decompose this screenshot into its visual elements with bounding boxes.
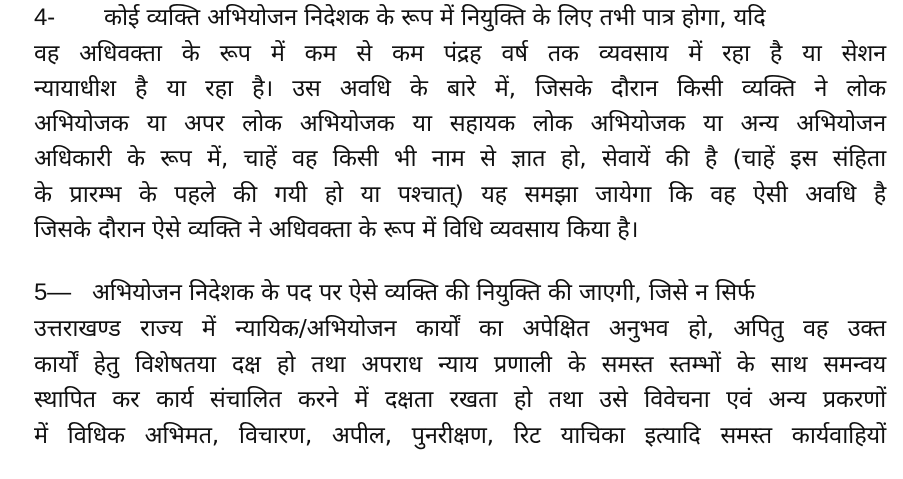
paragraph-text: अभियोजन निदेशक के पद पर ऐसे व्यक्ति की नियुक्ति की जाएगी, जिसे न सिर्फ — [92, 278, 755, 306]
paragraph-4-line-4: अभियोजक या अपर लोक अभियोजक या सहायक लोक अभियोजक या अन्य अभियोजन — [34, 109, 886, 137]
paragraph-4-line-1 — [34, 2, 886, 32]
paragraph-4-line-3: न्यायाधीश है या रहा है। उस अवधि के बारे में, जिसके दौरान किसी व्यक्ति ने लोक — [34, 74, 886, 102]
paragraph-text: कोई व्यक्ति अभियोजन निदेशक के रूप में नियुक्ति के लिए तभी पात्र होगा, यदि — [104, 3, 766, 31]
paragraph-4-line-2: वह अधिवक्ता के रूप में कम से कम पंद्रह वर्ष तक व्यवसाय में रहा है या सेशन — [34, 39, 886, 67]
paragraph-5-line-3: कार्यों हेतु विशेषतया दक्ष हो तथा अपराध न्याय प्रणाली के समस्त स्तम्भों के साथ समन्वय — [34, 350, 886, 378]
paragraph-5-line-1 — [34, 277, 886, 307]
paragraph-5-line-2: उत्तराखण्ड राज्य में न्यायिक/अभियोजन कार्यों का अपेक्षित अनुभव हो, अपितु वह उक्त — [34, 314, 886, 342]
paragraph-number: 5— — [34, 279, 71, 306]
paragraph-number: 4- — [34, 4, 55, 31]
paragraph-5-line-4: स्थापित कर कार्य संचालित करने में दक्षता रखता हो तथा उसे विवेचना एवं अन्य प्रकरणों — [34, 385, 886, 413]
paragraph-4-line-5: अधिकारी के रूप में, चाहें वह किसी भी नाम से ज्ञात हो, सेवायें की है (चाहें इस संहिता — [34, 144, 886, 172]
paragraph-4-line-7: जिसके दौरान ऐसे व्यक्ति ने अधिवक्ता के रूप में विधि व्यवसाय किया है। — [34, 215, 639, 243]
paragraph-5-line-5: में विधिक अभिमत, विचारण, अपील, पुनरीक्षण, रिट याचिका इत्यादि समस्त कार्यवाहियों — [34, 421, 886, 449]
paragraph-4-line-6: के प्रारम्भ के पहले की गयी हो या पश्चात्) यह समझा जायेगा कि वह ऐसी अवधि है — [34, 180, 886, 208]
